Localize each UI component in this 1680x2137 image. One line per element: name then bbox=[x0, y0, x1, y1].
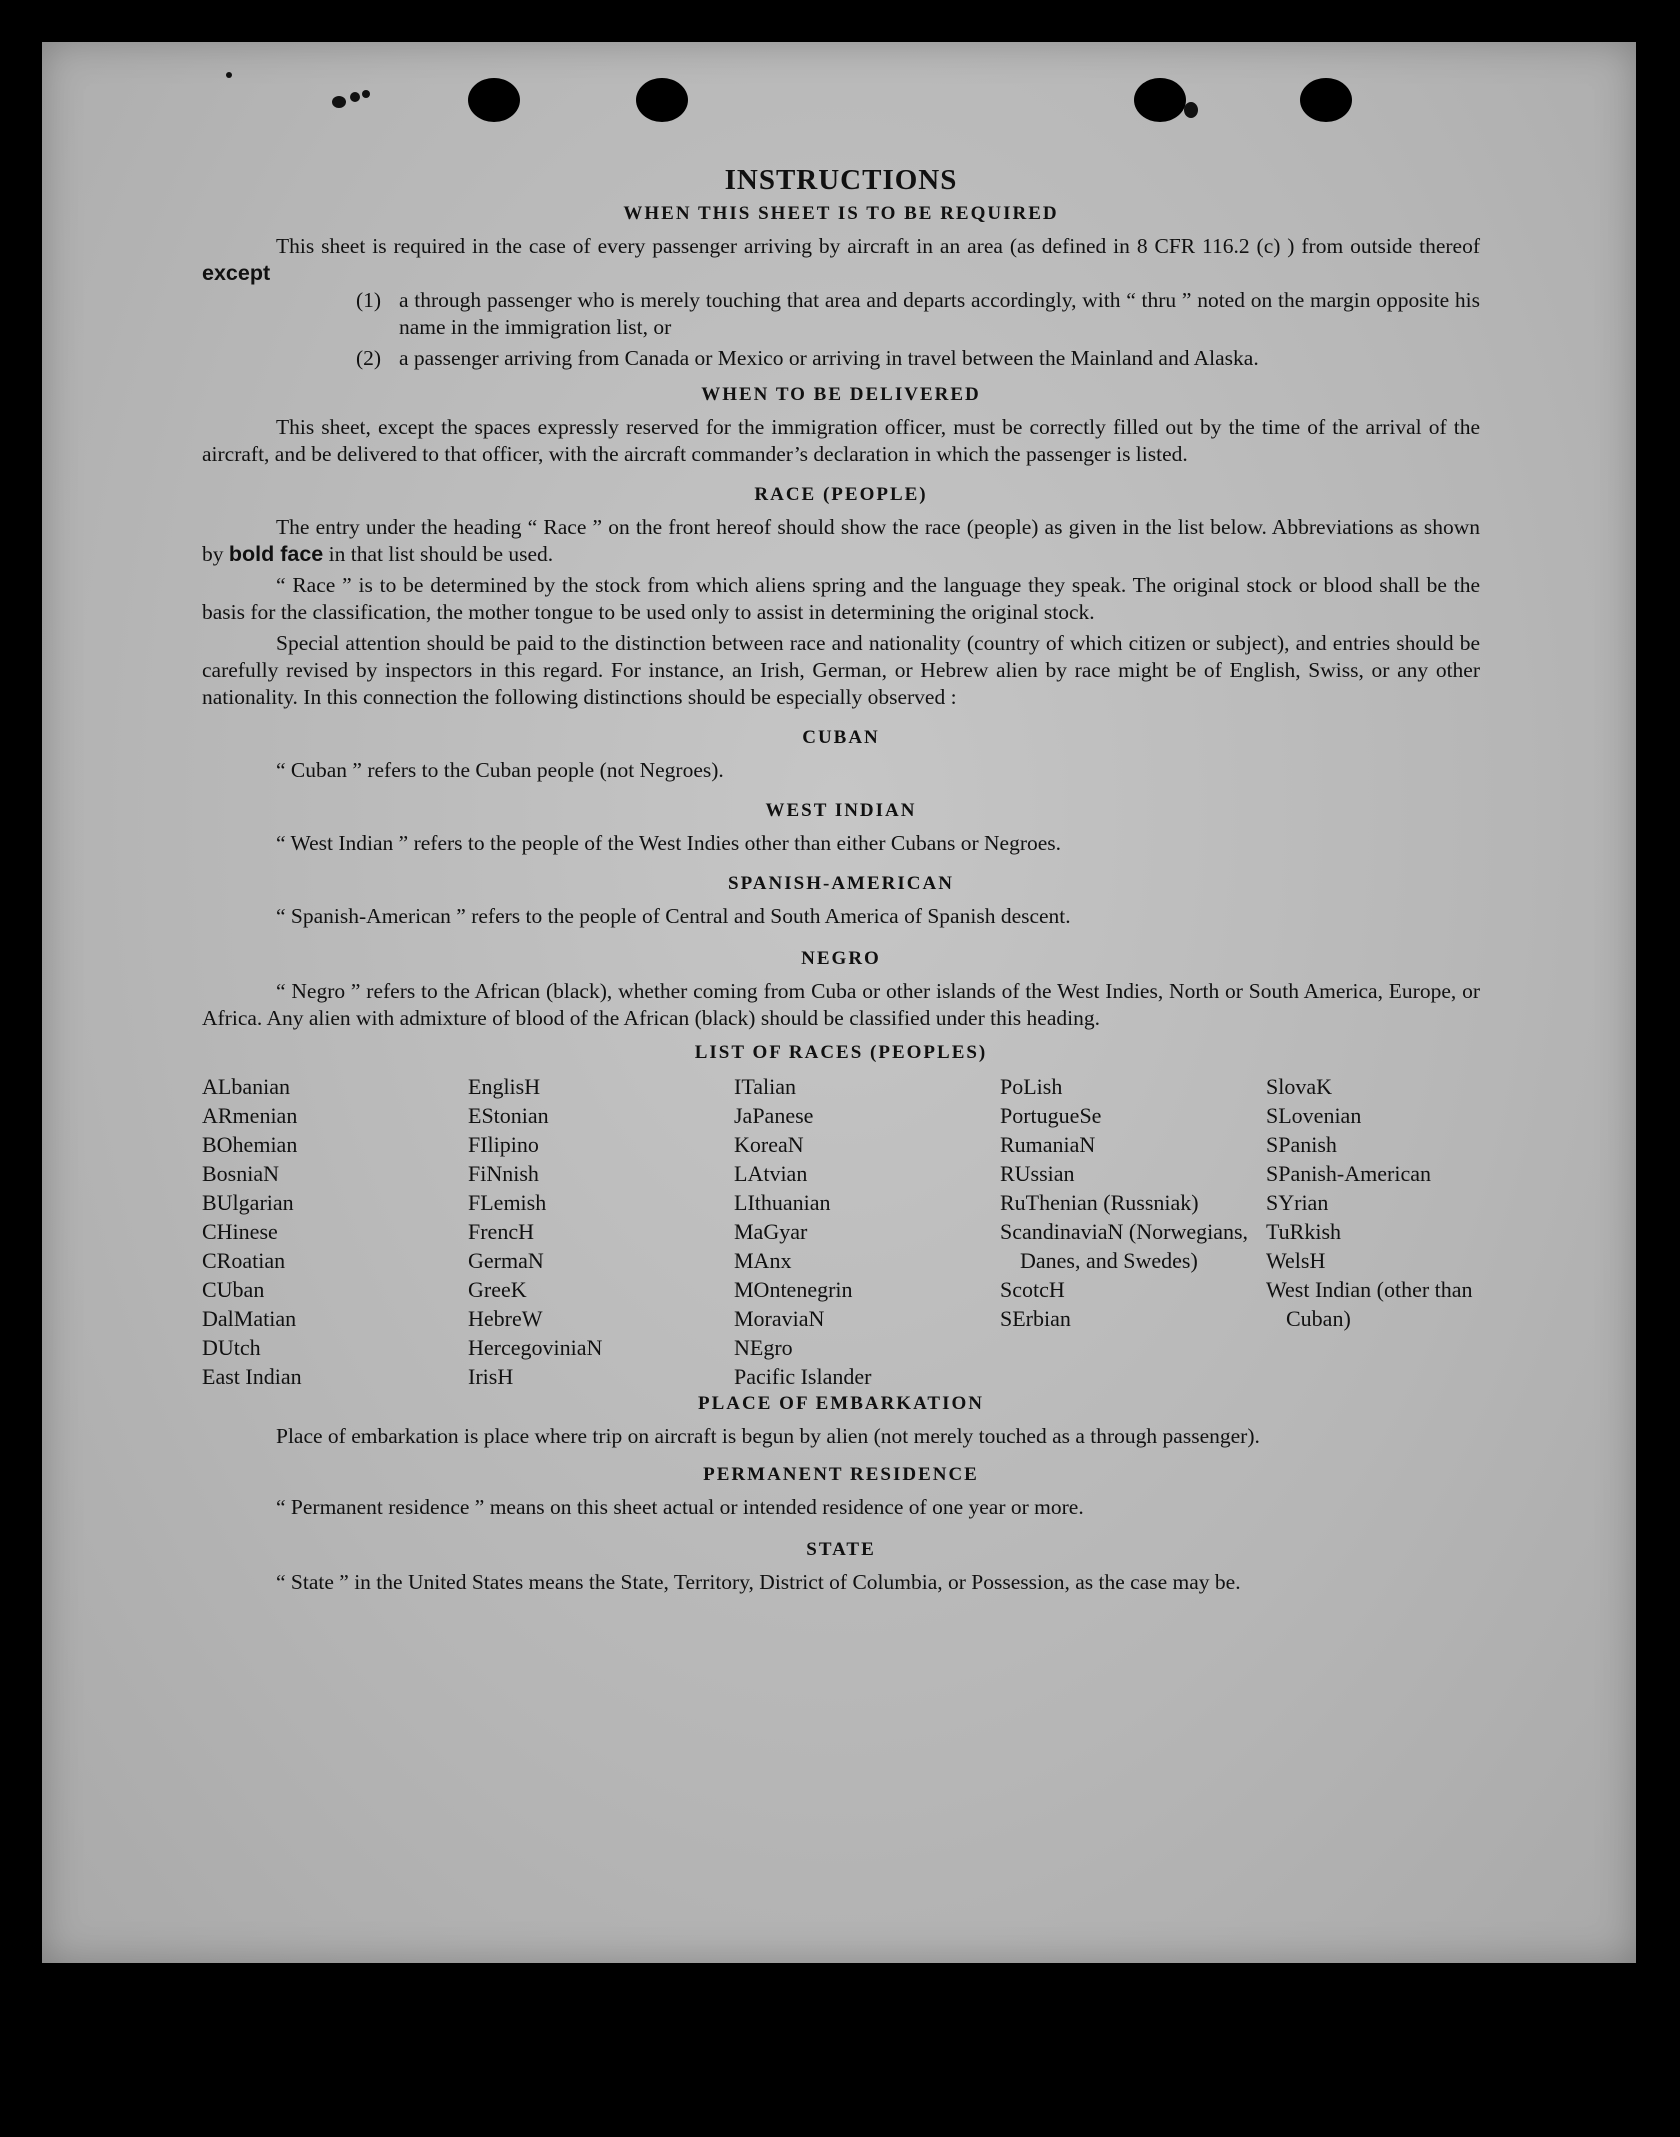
embarkation-text: Place of embarkation is place where trip on aircraft is begun by alien (not merely touched as a through passenger). bbox=[276, 1424, 1260, 1448]
punch-hole bbox=[1300, 78, 1352, 122]
race-item: BosniaN bbox=[202, 1161, 279, 1186]
race-item: DalMatian bbox=[202, 1306, 297, 1331]
race-item: SlovaK bbox=[1266, 1074, 1332, 1099]
race-item: RumaniaN bbox=[1000, 1132, 1096, 1157]
punch-hole bbox=[468, 78, 520, 122]
race-item: FLemish bbox=[468, 1190, 547, 1215]
required-intro: This sheet is required in the case of every passenger arriving by aircraft in an area (as defined in 8 CFR 116.2 (c) ) from outside thereof except bbox=[202, 234, 1480, 285]
heading-when-delivered: WHEN TO BE DELIVERED bbox=[701, 384, 981, 405]
race-item: PortugueSe bbox=[1000, 1103, 1102, 1128]
heading-cuban: CUBAN bbox=[802, 727, 880, 748]
race-item: CHinese bbox=[202, 1219, 278, 1244]
race-item: FiNnish bbox=[468, 1161, 539, 1186]
race-item: JaPanese bbox=[734, 1103, 814, 1128]
state-text: “ State ” in the United States means the State, Territory, District of Columbia, or Possession, as the case may be. bbox=[276, 1570, 1241, 1594]
race-item: PoLish bbox=[1000, 1074, 1063, 1099]
race-item: SPanish bbox=[1266, 1132, 1337, 1157]
race-item: KoreaN bbox=[734, 1132, 804, 1157]
bold-face-text: bold face bbox=[228, 542, 324, 566]
heading-list-of-races: LIST OF RACES (PEOPLES) bbox=[694, 1042, 988, 1063]
residence-text: “ Permanent residence ” means on this sheet actual or intended residence of one year or more. bbox=[276, 1495, 1084, 1519]
race-item: TuRkish bbox=[1266, 1219, 1342, 1244]
negro-text: “ Negro ” refers to the African (black), whether coming from Cuba or other islands of the West Indies, North or South America, Europe, or Africa. Any alien with admixture of blood of the African (black) should be classified under this heading. bbox=[202, 979, 1480, 1030]
heading-permanent-residence: PERMANENT RESIDENCE bbox=[703, 1464, 979, 1485]
heading-west-indian: WEST INDIAN bbox=[765, 800, 917, 821]
ink-speck bbox=[332, 96, 346, 108]
race-item: MaGyar bbox=[734, 1219, 808, 1244]
race-item: ScotcH bbox=[1000, 1277, 1065, 1302]
race-item: EStonian bbox=[468, 1103, 549, 1128]
race-item: GermaN bbox=[468, 1248, 544, 1273]
race-item: ScandinaviaN (Norwegians, Danes, and Swedes) bbox=[1000, 1219, 1249, 1273]
race-item: ARmenian bbox=[202, 1103, 298, 1128]
race-item: EnglisH bbox=[468, 1074, 541, 1099]
exception-item-1: (1) a through passenger who is merely touching that area and departs accordingly, with “ thru ” noted on the margin opposite his name in the immigration list, or bbox=[356, 288, 1480, 339]
heading-state: STATE bbox=[806, 1539, 876, 1560]
race-item: FrencH bbox=[468, 1219, 534, 1244]
race-item: MAnx bbox=[734, 1248, 792, 1273]
race-item: GreeK bbox=[468, 1277, 527, 1302]
race-item: LIthuanian bbox=[734, 1190, 831, 1215]
race-paragraph-2: “ Race ” is to be determined by the stock from which aliens spring and the language they speak. The original stock or blood shall be the basis for the classification, the mother tongue to be used only to assist in determining the original stock. bbox=[202, 573, 1480, 624]
races-list bbox=[202, 1072, 1480, 1391]
race-item: SPanish-American bbox=[1266, 1161, 1431, 1186]
ink-speck bbox=[226, 72, 232, 78]
races-column-5 bbox=[1266, 1072, 1480, 1391]
race-item: SErbian bbox=[1000, 1306, 1071, 1331]
races-column-3 bbox=[734, 1072, 1000, 1391]
heading-place-of-embarkation: PLACE OF EMBARKATION bbox=[698, 1393, 984, 1414]
heading-when-required: WHEN THIS SHEET IS TO BE REQUIRED bbox=[623, 203, 1059, 224]
race-item: DUtch bbox=[202, 1335, 261, 1360]
heading-spanish-american: SPANISH-AMERICAN bbox=[728, 873, 954, 894]
races-column-2 bbox=[468, 1072, 734, 1391]
exception-item-2: (2) a passenger arriving from Canada or Mexico or arriving in travel between the Mainland and Alaska. bbox=[356, 346, 1259, 370]
race-item: BOhemian bbox=[202, 1132, 298, 1157]
race-paragraph-1: The entry under the heading “ Race ” on the front hereof should show the race (people) as given in the list below. Abbreviations as shown by bold face in that list should be used. bbox=[202, 515, 1480, 566]
race-item: SYrian bbox=[1266, 1190, 1329, 1215]
ink-speck bbox=[1184, 102, 1198, 118]
races-column-4 bbox=[1000, 1072, 1266, 1391]
race-item: LAtvian bbox=[734, 1161, 808, 1186]
races-column-1 bbox=[202, 1072, 468, 1391]
except-bold: except bbox=[202, 261, 271, 285]
race-item: Pacific Islander bbox=[734, 1364, 872, 1389]
race-item: MoraviaN bbox=[734, 1306, 825, 1331]
ink-speck bbox=[350, 92, 360, 102]
race-paragraph-3: Special attention should be paid to the distinction between race and nationality (country of which citizen or subject), and entries should be carefully revised by inspectors in this regard. For instance, an Irish, German, or Hebrew alien by race might be of English, Swiss, or any other nationality. In this connection the following distinctions should be especially observed : bbox=[202, 631, 1480, 709]
spanish-american-text: “ Spanish-American ” refers to the people of Central and South America of Spanish descent. bbox=[276, 904, 1071, 928]
race-item: BUlgarian bbox=[202, 1190, 294, 1215]
race-item: MOntenegrin bbox=[734, 1277, 853, 1302]
race-item: HercegoviniaN bbox=[468, 1335, 603, 1360]
cuban-text: “ Cuban ” refers to the Cuban people (not Negroes). bbox=[276, 758, 724, 782]
delivered-text: This sheet, except the spaces expressly reserved for the immigration officer, must be correctly filled out by the time of the arrival of the aircraft, and be delivered to that officer, with the aircraft commander’s declaration in which the passenger is listed. bbox=[202, 415, 1480, 466]
punch-hole bbox=[636, 78, 688, 122]
ink-speck bbox=[362, 90, 370, 98]
race-item: ALbanian bbox=[202, 1074, 290, 1099]
race-item: RUssian bbox=[1000, 1161, 1075, 1186]
heading-race: RACE (PEOPLE) bbox=[754, 484, 928, 505]
punch-hole bbox=[1134, 78, 1186, 122]
page-title: INSTRUCTIONS bbox=[724, 164, 958, 196]
race-item: CRoatian bbox=[202, 1248, 286, 1273]
race-item: ITalian bbox=[734, 1074, 796, 1099]
instructions-content bbox=[202, 164, 1480, 1596]
race-item: CUban bbox=[202, 1277, 265, 1302]
race-item: NEgro bbox=[734, 1335, 793, 1360]
race-item: RuThenian (Russniak) bbox=[1000, 1190, 1199, 1215]
race-item: East Indian bbox=[202, 1364, 302, 1389]
race-item: West Indian (other than Cuban) bbox=[1266, 1277, 1473, 1331]
race-item: FIlipino bbox=[468, 1132, 539, 1157]
race-item: WelsH bbox=[1266, 1248, 1326, 1273]
race-item: SLovenian bbox=[1266, 1103, 1362, 1128]
race-item: IrisH bbox=[468, 1364, 514, 1389]
document-sheet bbox=[42, 42, 1636, 1963]
race-item: HebreW bbox=[468, 1306, 543, 1331]
west-indian-text: “ West Indian ” refers to the people of the West Indies other than either Cubans or Negroes. bbox=[276, 831, 1062, 855]
heading-negro: NEGRO bbox=[801, 948, 881, 969]
